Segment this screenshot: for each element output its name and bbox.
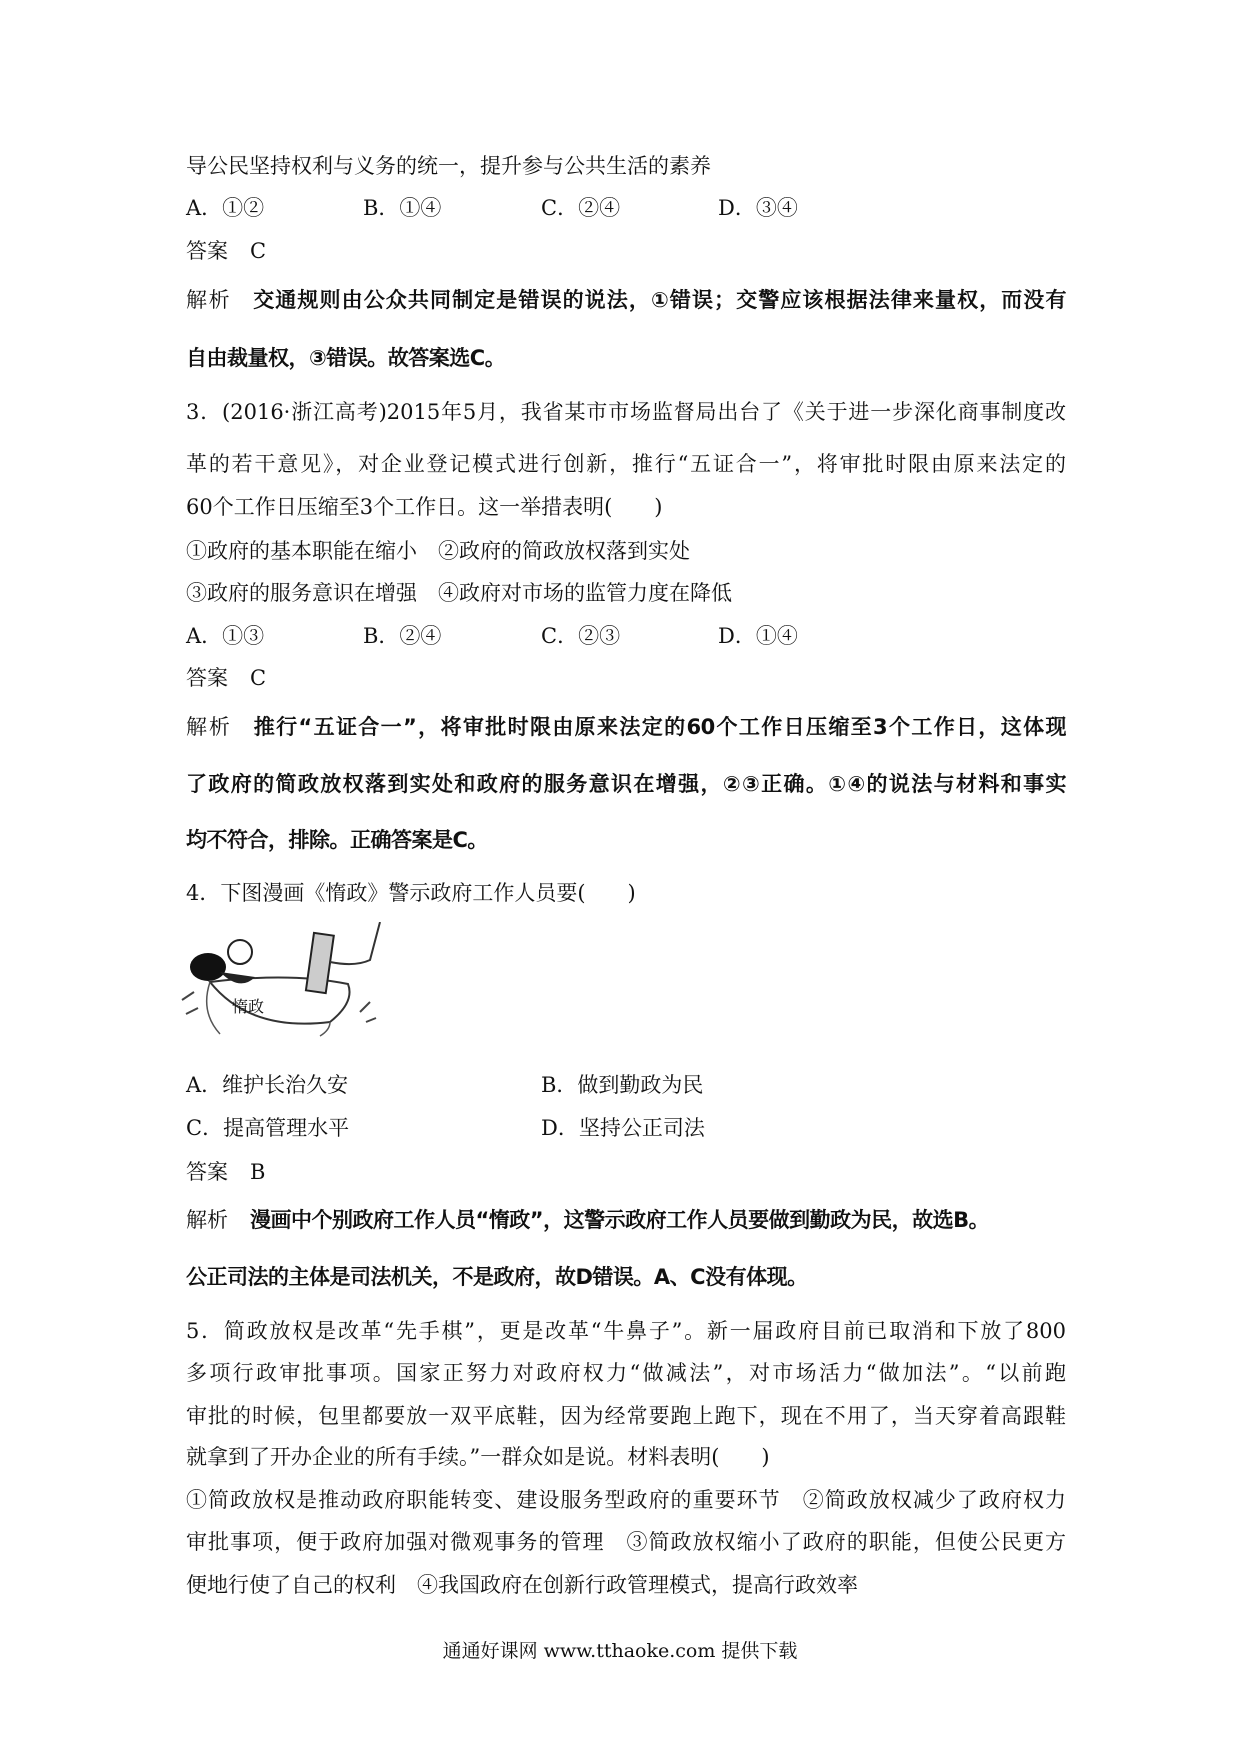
q3-analysis-line: 均不符合，排除。正确答案是C。 <box>186 828 488 852</box>
q3-analysis-line: 了政府的简政放权落到实处和政府的服务意识在增强，②③正确。①④的说法与材料和事实 <box>186 772 1066 796</box>
answer-label: 答案 <box>186 239 228 263</box>
analysis-label: 解析 <box>186 715 232 739</box>
answer-label: 答案 <box>186 666 228 690</box>
q5-stem-line: 多项行政审批事项。国家正努力对政府权力“做减法”，对市场活力“做加法”。“以前跑 <box>186 1361 1066 1385</box>
answer-value: C <box>250 239 267 263</box>
option-d: D．坚持公正司法 <box>541 1116 705 1140</box>
q5-statement-line: 便地行使了自己的权利 ④我国政府在创新行政管理模式，提高行政效率 <box>186 1573 858 1597</box>
analysis-label: 解析 <box>186 288 232 312</box>
option-d: D．③④ <box>718 196 798 220</box>
q4-answer <box>186 1159 1066 1185</box>
q2-analysis-line <box>186 287 1066 313</box>
option-a: A．维护长治久安 <box>186 1073 349 1097</box>
q3-analysis-line <box>186 714 1066 740</box>
q5-statement-line: 审批事项，便于政府加强对微观事务的管理 ③简政放权缩小了政府的职能，但使公民更方 <box>186 1530 1066 1554</box>
option-c: C．②④ <box>541 196 621 220</box>
option-d: D．①④ <box>718 624 798 648</box>
q2-stem-tail: 导公民坚持权利与义务的统一，提升参与公共生活的素养 <box>186 154 711 178</box>
q5-stem-line: 就拿到了开办企业的所有手续。”一群众如是说。材料表明( ) <box>186 1445 770 1469</box>
option-c: C．提高管理水平 <box>186 1116 350 1140</box>
option-a: A．①② <box>186 196 265 220</box>
cartoon-label: 惰政 <box>232 997 265 1016</box>
cartoon-drawing <box>180 922 396 1038</box>
answer-label: 答案 <box>186 1160 228 1184</box>
q3-statement: ③政府的服务意识在增强 ④政府对市场的监管力度在降低 <box>186 581 732 605</box>
q4-stem: 4．下图漫画《惰政》警示政府工作人员要( ) <box>186 881 636 905</box>
q5-stem-line: 审批的时候，包里都要放一双平底鞋，因为经常要跑上跑下，现在不用了，当天穿着高跟鞋 <box>186 1404 1066 1428</box>
page-footer: 通通好课网 www.tthaoke.com 提供下载 <box>442 1640 798 1662</box>
q3-stem-line: 60个工作日压缩至3个工作日。这一举措表明( ) <box>186 495 663 519</box>
option-b: B．①④ <box>363 196 442 220</box>
answer-value: B <box>250 1160 266 1184</box>
q3-stem-line: 革的若干意见》，对企业登记模式进行创新，推行“五证合一”，将审批时限由原来法定的 <box>186 452 1066 476</box>
analysis-text: 漫画中个别政府工作人员“惰政”，这警示政府工作人员要做到勤政为民，故选B。 <box>250 1208 990 1232</box>
option-a: A．①③ <box>186 624 265 648</box>
q2-answer <box>186 238 1066 264</box>
analysis-label: 解析 <box>186 1208 228 1232</box>
option-b: B．②④ <box>363 624 442 648</box>
q4-analysis-line: 公正司法的主体是司法机关，不是政府，故D错误。A、C没有体现。 <box>186 1265 808 1289</box>
analysis-text: 交通规则由公众共同制定是错误的说法，①错误；交警应该根据法律来量权，而没有 <box>253 288 1066 312</box>
q3-statement: ①政府的基本职能在缩小 ②政府的简政放权落到实处 <box>186 539 690 563</box>
q2-analysis-line: 自由裁量权，③错误。故答案选C。 <box>186 346 506 370</box>
option-b: B．做到勤政为民 <box>541 1073 704 1097</box>
option-c: C．②③ <box>541 624 621 648</box>
q3-answer <box>186 665 1066 691</box>
q3-stem-line: 3．(2016·浙江高考)2015年5月，我省某市市场监督局出台了《关于进一步深化商事制度改 <box>186 400 1066 424</box>
answer-value: C <box>250 666 267 690</box>
q5-stem-line: 5．简政放权是改革“先手棋”，更是改革“牛鼻子”。新一届政府目前已取消和下放了800 <box>186 1319 1066 1343</box>
analysis-text: 推行“五证合一”，将审批时限由原来法定的60个工作日压缩至3个工作日，这体现 <box>253 715 1066 739</box>
cartoon-image <box>180 922 396 1038</box>
q5-statement-line: ①简政放权是推动政府职能转变、建设服务型政府的重要环节 ②简政放权减少了政府权力 <box>186 1488 1066 1512</box>
q4-analysis-line <box>186 1207 1066 1233</box>
